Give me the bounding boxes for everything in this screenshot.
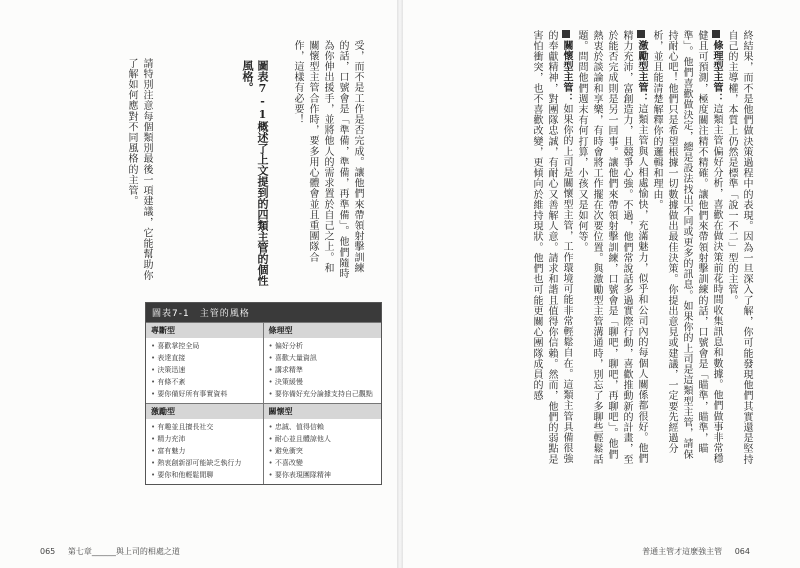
quadrant-list [264,338,382,402]
list-item: • 表達直接 [151,352,258,364]
quadrant-caring [264,403,382,484]
section-heading: 關懷型主管： [561,40,572,104]
section-boss-motivating [574,30,649,470]
quadrant-list [264,419,382,483]
page-number: 064 [734,547,750,556]
page-number: 065 [40,547,56,556]
section-heading: 條理型主管： [711,40,722,104]
quadrant-title: 激勵型 [146,404,263,419]
list-item: • 要你和他輕鬆閒聊 [151,469,258,481]
left-footer [40,546,190,557]
list-item: • 要你備好充分論據支持自己觀點 [269,388,377,400]
figure-grid [146,322,381,484]
quadrant-title: 專斷型 [146,323,263,338]
section-heading: 激勵型主管： [636,40,647,104]
list-item: • 富有魅力 [151,445,258,457]
list-item: • 要你備好所有事實資料 [151,388,258,400]
right-footer [642,546,760,557]
book-title: 普通主管才這麼強主管 [642,547,723,556]
list-item: • 精力充沛 [151,433,258,445]
section-text: 如果你的上司是關懷型主管，工作環境可能非常輕鬆自在。這類主管具備很強的奉獻精神，對團隊忠誠，有耐心又善解人意。請求和諧且值得你信賴。然而，他們的弱點是害怕衝突，也不喜歡改變，更傾向於維持現狀。他們也可能更關心團隊成員的感 [531,30,572,465]
chapter-title: 第七章______與上司的相處之道 [67,547,180,556]
list-item: • 有條不紊 [151,376,258,388]
list-item: • 講求精準 [269,364,377,376]
quadrant-directive [146,322,264,403]
list-item: • 偏好分析 [269,340,377,352]
section-marker-icon [637,30,645,38]
section-marker-icon [562,30,570,38]
section-text: 這類主管偏好分析，喜歡在做決策前花時間收集訊息和數據。他們做事非常穩健且可預測，極度關注精不精確。讓他們來帶領射擊訓練的話，口號會是「瞄準，瞄準，瞄準」。他們喜歡做決定，總是設法找出不同或更多的訊息。如果你的上司是這類型主管，請保持耐心吧！他們只是希望根據一切數據做出最佳決策。你提出意見或建議，一定要先經過分析，並且能清楚解釋你的邏輯和理由。 [651,30,722,465]
quadrant-title: 條理型 [264,323,382,338]
list-item: • 喜歡大量資訊 [269,352,377,364]
figure-caption: 圖表7-1概述了上文提到的四類主管的個性風格。 [241,60,269,286]
list-item: • 不喜改變 [269,457,377,469]
list-item: • 要你表現團隊精神 [269,469,377,481]
section-boss-analytical [649,30,724,470]
boss-style-figure [145,302,382,485]
section-boss-caring [529,30,574,470]
paragraph: 受，而不是工作是否完成。讓他們來帶領射擊訓練的話，口號會是「準備，準備，再準備」。他們隨時為你伸出援手，並將他人的需求置於自己之上。和關懷型主管合作時，要多用心體會並且重團隊合作，這樣有必要！ [292,40,363,279]
figure-title: 圖表7-1 主管的風格 [146,303,381,322]
list-item: • 忠誠、值得信賴 [269,421,377,433]
quadrant-analytical [264,322,382,403]
section-text: 這類主管與人相處愉快，充滿魅力，似乎和公司內的每個人關係都很好。他們精力充沛，富創造力，且競爭心強。不過，他們常說話多過實際行動，喜歡推動新的計畫，至於能否完成則是另一回事。讓他們來帶領射擊訓練，口號會是「聊吧，聊吧，再聊吧」。他們熱衷於談論和享樂，有時會將工作擺在次要位置。與激勵型主管溝通時，別忘了多聊些輕鬆話題。問問他們週末有何打算，小孩又是如何等。 [576,30,647,465]
paragraph: 終結果，而不是他們做決策過程中的表現。因為一旦深入了解，你可能發現他們其實還是堅持自己的主導權，本質上仍然是標準「說一不二」型的主管。 [726,30,752,465]
quadrant-list [146,419,263,483]
list-item: • 決策緩慢 [269,376,377,388]
list-item: • 避免衝突 [269,445,377,457]
list-item: • 耐心並且體諒他人 [269,433,377,445]
list-item: • 熱衷創新卻可能缺乏執行力 [151,457,258,469]
list-item: • 有趣並且擅長社交 [151,421,258,433]
section-marker-icon [712,30,720,38]
list-item: • 喜歡掌控全局 [151,340,258,352]
quadrant-motivating [146,403,264,484]
quadrant-title: 關懷型 [264,404,382,419]
figure-note: 請特別注意每個類別最後一項建議，它能幫助你了解如何應對不同風格的主管。 [126,58,152,281]
right-page-body [454,30,754,470]
list-item: • 決策迅速 [151,364,258,376]
quadrant-list [146,338,263,402]
